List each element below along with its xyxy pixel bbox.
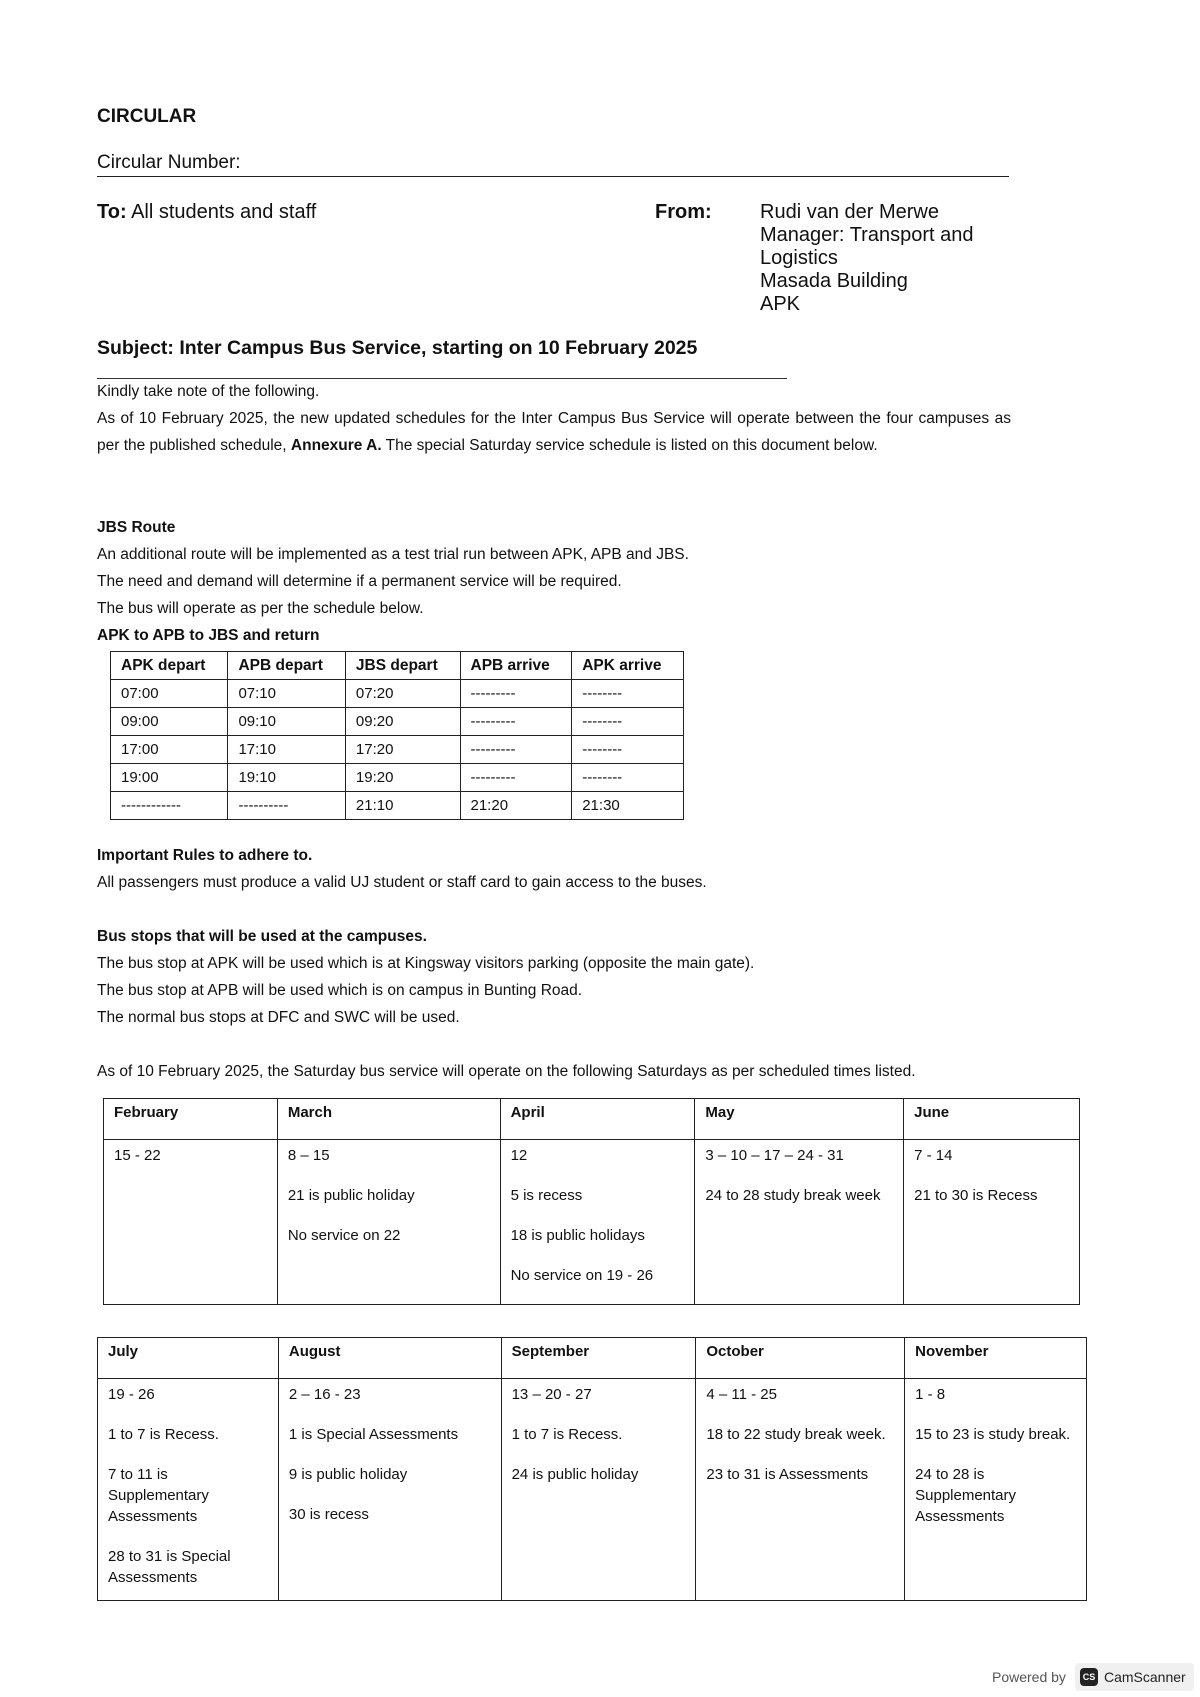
table-row	[104, 1140, 1080, 1305]
month-header: October	[696, 1338, 905, 1379]
cell-line: 2 – 16 - 23	[288, 1386, 361, 1403]
month-header: April	[500, 1099, 695, 1140]
jbs-schedule-table	[110, 651, 684, 820]
month-cell	[696, 1379, 905, 1601]
to-value: All students and staff	[131, 201, 317, 223]
rules-heading: Important Rules to adhere to.	[97, 847, 313, 864]
table-cell: ---------	[460, 708, 572, 736]
table-cell: 09:00	[111, 708, 228, 736]
jbs-line: The bus will operate as per the schedule below.	[97, 600, 424, 617]
month-cell	[104, 1140, 278, 1305]
rules-text: All passengers must produce a valid UJ student or staff card to gain access to the buses.	[97, 874, 707, 891]
cell-line: 15 to 23 is study break.	[915, 1426, 1071, 1443]
stops-line: The bus stop at APK will be used which is at Kingsway visitors parking (opposite the main gate).	[97, 955, 755, 972]
table-cell: 21:20	[460, 792, 572, 820]
table-cell: --------	[572, 680, 684, 708]
subject-heading: Subject: Inter Campus Bus Service, starting on 10 February 2025	[97, 337, 698, 359]
from-line: Manager: Transport and	[760, 224, 974, 246]
table-row	[111, 764, 684, 792]
camscanner-badge	[1075, 1663, 1194, 1691]
table-row	[111, 736, 684, 764]
table-cell: 09:10	[228, 708, 345, 736]
cell-line: 24 to 28 study break week	[705, 1187, 881, 1204]
circular-number-label: Circular Number:	[97, 152, 1009, 177]
cell-line: 30 is recess	[288, 1506, 369, 1523]
table-header-row	[104, 1099, 1080, 1140]
cell-line: 24 is public holiday	[511, 1466, 639, 1483]
stops-line: The bus stop at APB will be used which is on campus in Bunting Road.	[97, 982, 583, 999]
month-cell	[905, 1379, 1087, 1601]
cell-line: 7 - 14	[914, 1147, 953, 1164]
cell-line: 15 - 22	[114, 1147, 161, 1164]
table-cell: 07:20	[345, 680, 460, 708]
month-cell	[501, 1379, 696, 1601]
table-cell: 21:30	[572, 792, 684, 820]
table-cell: 17:20	[345, 736, 460, 764]
table-cell: ----------	[228, 792, 345, 820]
saturday-table-1	[103, 1098, 1080, 1305]
table-header-row	[111, 652, 684, 680]
jbs-heading: JBS Route	[97, 519, 176, 536]
jbs-line: The need and demand will determine if a permanent service will be required.	[97, 573, 622, 590]
cell-line: 28 to 31 is Special Assessments	[108, 1548, 231, 1586]
cell-line: 4 – 11 - 25	[706, 1386, 777, 1403]
month-cell	[278, 1379, 501, 1601]
cell-line: 23 to 31 is Assessments	[706, 1466, 869, 1483]
table-cell: 19:10	[228, 764, 345, 792]
annexure-reference: Annexure A.	[290, 437, 382, 454]
saturday-table-2	[97, 1337, 1087, 1601]
from-line: Logistics	[760, 247, 838, 269]
circular-title: CIRCULAR	[97, 106, 197, 127]
camscanner-brand: CamScanner	[1104, 1669, 1186, 1685]
column-header: APB depart	[228, 652, 345, 680]
stops-line: The normal bus stops at DFC and SWC will be used.	[97, 1009, 460, 1026]
month-cell	[277, 1140, 500, 1305]
table-cell: --------	[572, 764, 684, 792]
from-line: APK	[760, 293, 801, 315]
table-cell: 21:10	[345, 792, 460, 820]
table-cell: ---------	[460, 764, 572, 792]
month-header: November	[905, 1338, 1087, 1379]
month-header: February	[104, 1099, 278, 1140]
from-label: From:	[655, 201, 712, 223]
column-header: APK depart	[111, 652, 228, 680]
intro-text-before: As of 10 February 2025, the new updated schedules for the Inter Campus Bus Service will operate between the four campuses as per the published schedule,	[97, 410, 1011, 454]
month-header: August	[278, 1338, 501, 1379]
cell-line: 8 – 15	[287, 1147, 330, 1164]
cell-line: 13 – 20 - 27	[511, 1386, 592, 1403]
column-header: APB arrive	[460, 652, 572, 680]
jbs-table-title: APK to APB to JBS and return	[97, 627, 320, 644]
from-line: Rudi van der Merwe	[760, 201, 939, 223]
month-header: July	[98, 1338, 279, 1379]
month-header: May	[695, 1099, 904, 1140]
cell-line: 18 is public holidays	[510, 1227, 645, 1244]
month-cell	[500, 1140, 695, 1305]
table-header-row	[98, 1338, 1087, 1379]
cell-line: 3 – 10 – 17 – 24 - 31	[705, 1147, 844, 1164]
table-cell: --------	[572, 708, 684, 736]
table-cell: ---------	[460, 680, 572, 708]
cell-line: 18 to 22 study break week.	[706, 1426, 886, 1443]
cell-line: 21 is public holiday	[287, 1187, 415, 1204]
cell-line: 1 to 7 is Recess.	[108, 1426, 219, 1443]
saturday-intro: As of 10 February 2025, the Saturday bus service will operate on the following Saturdays as per scheduled times listed.	[97, 1063, 916, 1080]
column-header: JBS depart	[345, 652, 460, 680]
to-line	[97, 201, 316, 224]
table-cell: 07:00	[111, 680, 228, 708]
to-label: To:	[97, 201, 127, 223]
table-cell: 09:20	[345, 708, 460, 736]
stops-heading: Bus stops that will be used at the campuses.	[97, 928, 427, 945]
cell-line: 12	[510, 1147, 528, 1164]
cell-line: 7 to 11 is Supplementary Assessments	[108, 1466, 209, 1525]
table-cell: 19:20	[345, 764, 460, 792]
table-cell: 19:00	[111, 764, 228, 792]
table-cell: ------------	[111, 792, 228, 820]
table-cell: 17:10	[228, 736, 345, 764]
table-row	[111, 792, 684, 820]
from-block	[760, 201, 1010, 316]
column-header: APK arrive	[572, 652, 684, 680]
cell-line: No service on 19 - 26	[510, 1267, 654, 1284]
from-line: Masada Building	[760, 270, 908, 292]
cell-line: 21 to 30 is Recess	[914, 1187, 1038, 1204]
month-header: March	[277, 1099, 500, 1140]
table-cell: --------	[572, 736, 684, 764]
table-cell: 07:10	[228, 680, 345, 708]
cell-line: No service on 22	[287, 1227, 401, 1244]
camscanner-logo-icon: CS	[1080, 1668, 1098, 1686]
powered-by-label: Powered by	[992, 1669, 1066, 1685]
table-cell: ---------	[460, 736, 572, 764]
intro-paragraph	[97, 405, 1011, 459]
cell-line: 19 - 26	[108, 1386, 155, 1403]
table-row	[111, 708, 684, 736]
table-row	[98, 1379, 1087, 1601]
cell-line: 1 is Special Assessments	[288, 1426, 459, 1443]
intro-text-after: The special Saturday service schedule is listed on this document below.	[385, 437, 878, 454]
jbs-line: An additional route will be implemented as a test trial run between APK, APB and JBS.	[97, 546, 689, 563]
cell-line: 9 is public holiday	[288, 1466, 408, 1483]
month-cell	[98, 1379, 279, 1601]
cell-line: 24 to 28 is Supplementary Assessments	[915, 1466, 1017, 1525]
month-cell	[695, 1140, 904, 1305]
cell-line: 5 is recess	[510, 1187, 583, 1204]
cell-line: 1 to 7 is Recess.	[511, 1426, 623, 1443]
table-row	[111, 680, 684, 708]
month-header: September	[501, 1338, 696, 1379]
table-cell: 17:00	[111, 736, 228, 764]
intro-note: Kindly take note of the following.	[97, 383, 320, 400]
month-cell	[904, 1140, 1080, 1305]
cell-line: 1 - 8	[915, 1386, 946, 1403]
month-header: June	[904, 1099, 1080, 1140]
